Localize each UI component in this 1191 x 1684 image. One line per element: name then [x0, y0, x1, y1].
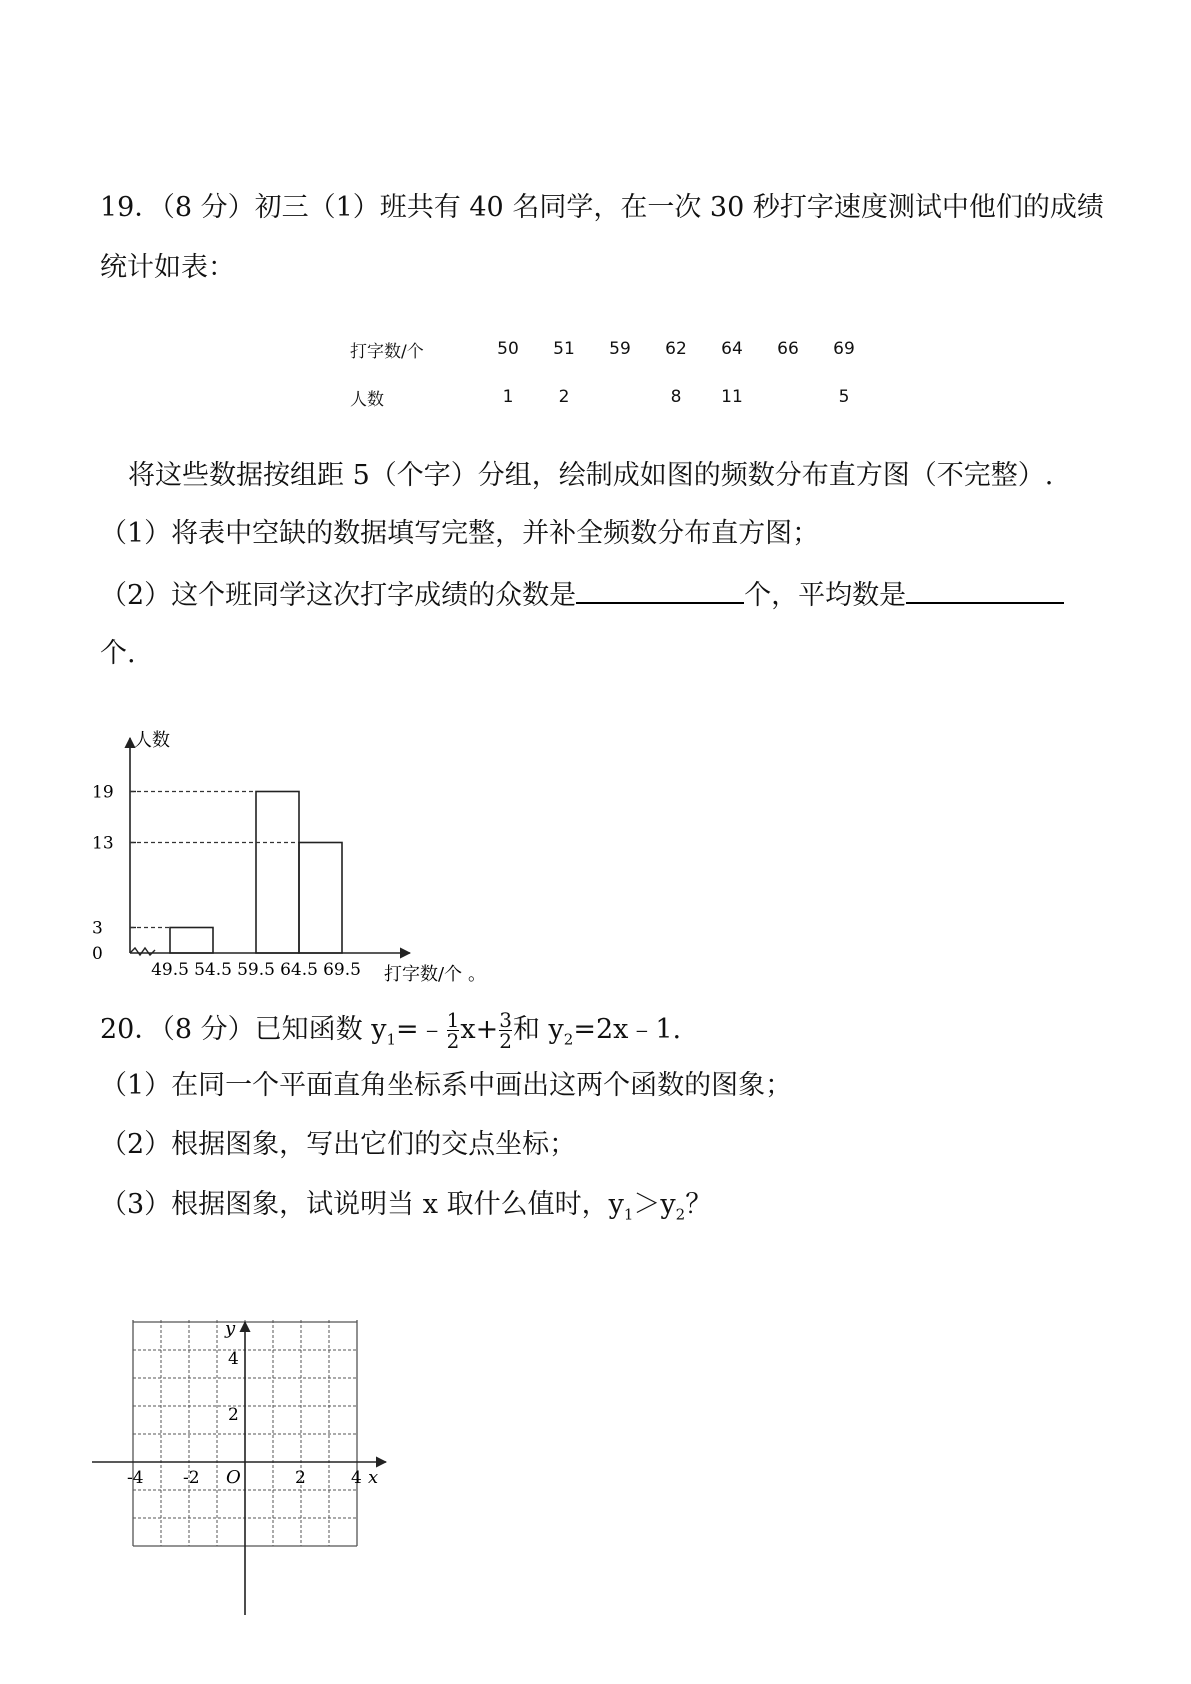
hist-xlabel: 打字数/个	[384, 964, 463, 985]
hist-x-tick-label: 54.5	[194, 960, 232, 980]
mean-answer-blank[interactable]	[906, 576, 1064, 604]
fraction-one-half	[447, 1010, 460, 1051]
count-cell: 5	[838, 387, 850, 407]
fraction-numerator: 3	[499, 1008, 512, 1032]
mode-answer-blank[interactable]	[576, 576, 744, 604]
hist-y-tick-label: 0	[92, 944, 103, 964]
score-cell: 66	[777, 339, 799, 359]
frequency-histogram	[90, 728, 510, 988]
count-row-header: 人数	[350, 389, 384, 410]
hist-ylabel: 人数	[134, 730, 170, 751]
hist-y-tick-label: 3	[92, 918, 103, 939]
grid-y-axis-label: y	[225, 1320, 236, 1339]
fraction-denominator: 2	[499, 1029, 512, 1053]
hist-x-tick-label: 49.5	[151, 960, 189, 980]
q19-part-1: （1）将表中空缺的数据填写完整，并补全频数分布直方图；	[100, 518, 820, 549]
count-cell: 8	[670, 387, 682, 407]
q19-part-2-end: 个.	[100, 638, 136, 669]
fraction-three-halves	[499, 1010, 512, 1051]
score-cell: 59	[609, 339, 631, 359]
grid-x-tick-label: 4	[351, 1468, 362, 1488]
grid-origin-label: O	[226, 1467, 241, 1488]
count-cell-blank	[592, 373, 648, 421]
hist-bar	[170, 928, 213, 954]
grid-x-axis-label: x	[368, 1467, 379, 1488]
score-cell: 62	[665, 339, 687, 359]
q20-intro	[100, 1010, 681, 1057]
q20-intro-text: 20．（8 分）已知函数 y	[100, 1014, 387, 1045]
q19-part-2	[100, 576, 1064, 614]
axis-break-icon	[130, 948, 155, 955]
greater-than-sign: ＞y	[633, 1189, 676, 1220]
hist-y-tick-label: 13	[92, 833, 114, 854]
hist-x-tick-label: 59.5	[237, 960, 275, 980]
q19-line-2: 统计如表：	[100, 252, 235, 283]
fraction-denominator: 2	[446, 1029, 460, 1053]
subscript-1: 1	[386, 1030, 396, 1049]
q19-part-2-text-a: （2）这个班同学这次打字成绩的众数是	[100, 580, 577, 611]
q20-part-3	[100, 1187, 712, 1232]
count-cell: 1	[502, 387, 514, 407]
score-cell: 50	[497, 339, 519, 359]
grid-x-tick-label: -4	[127, 1468, 144, 1488]
score-cell: 64	[721, 339, 743, 359]
question-mark: ？	[685, 1189, 713, 1220]
hist-bar	[299, 843, 342, 954]
score-cell: 69	[833, 339, 855, 359]
q20-eq-b: x+	[460, 1014, 499, 1045]
count-row	[340, 373, 872, 421]
q20-part-1: （1）在同一个平面直角坐标系中画出这两个函数的图象；	[100, 1070, 793, 1101]
subscript-2: 2	[563, 1030, 574, 1049]
q20-eq-d: =2x﹣1.	[573, 1014, 682, 1045]
q19-line-1: 19．（8 分）初三（1）班共有 40 名同学，在一次 30 秒打字速度测试中他们的成绩	[100, 192, 1104, 223]
score-cell: 51	[553, 339, 575, 359]
hist-bar	[256, 792, 299, 954]
score-table	[340, 325, 872, 421]
count-cell: 2	[558, 387, 570, 407]
grid-x-tick-label: 2	[295, 1468, 306, 1488]
grid-x-tick-label: -2	[183, 1468, 200, 1488]
count-cell-blank	[760, 373, 816, 421]
q20-part-2: （2）根据图象，写出它们的交点坐标；	[100, 1129, 577, 1160]
fraction-numerator: 1	[446, 1008, 460, 1032]
grid-y-tick-label: 2	[228, 1405, 239, 1425]
hist-x-tick-label: 69.5	[323, 960, 361, 980]
q20-part-3-text: （3）根据图象，试说明当 x 取什么值时，y	[100, 1189, 624, 1220]
q20-eq-a: =﹣	[396, 1014, 446, 1045]
q19-paragraph: 将这些数据按组距 5（个字）分组，绘制成如图的频数分布直方图（不完整）.	[128, 460, 1054, 491]
subscript-2: 2	[675, 1205, 686, 1224]
count-cell: 11	[721, 387, 743, 407]
hist-trailing-mark: 。	[468, 964, 486, 985]
score-row	[340, 325, 872, 373]
hist-y-tick-label: 19	[92, 782, 114, 803]
coordinate-grid[interactable]	[88, 1320, 418, 1620]
q19-part-2-text-b: 个，平均数是	[744, 580, 907, 611]
grid-y-tick-label: 4	[228, 1349, 239, 1369]
q20-eq-c: 和 y	[512, 1014, 564, 1045]
score-row-header: 打字数/个	[350, 341, 424, 362]
hist-x-tick-label: 64.5	[280, 960, 318, 980]
subscript-1: 1	[623, 1205, 634, 1224]
